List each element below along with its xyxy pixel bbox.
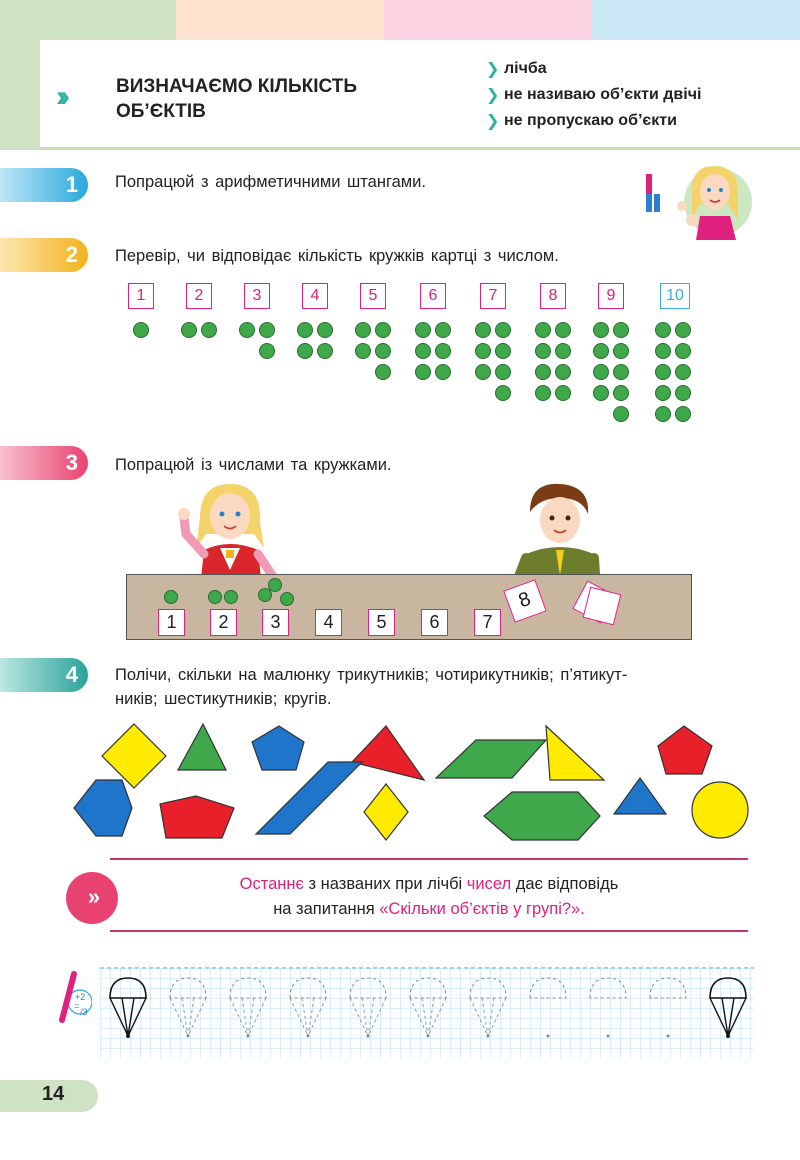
table-dot (268, 578, 282, 592)
counting-dot (555, 364, 571, 380)
counting-dot (435, 364, 451, 380)
task-4-text (115, 663, 755, 711)
counting-dot (593, 364, 609, 380)
counting-dot (613, 364, 629, 380)
rule-line-2 (110, 897, 748, 922)
task-number: 4 (65, 662, 78, 687)
number-card: 10 (660, 283, 690, 309)
blue-parallelogram (256, 762, 362, 834)
counting-dot (613, 322, 629, 338)
rule-text (110, 872, 748, 922)
red-triangle (352, 726, 424, 780)
page-title: ВИЗНАЧАЄМО КІЛЬКІСТЬ ОБ’ЄКТІВ (116, 76, 357, 122)
counting-dot (297, 343, 313, 359)
counting-dot (495, 385, 511, 401)
counting-dot (675, 322, 691, 338)
counting-dot (415, 322, 431, 338)
shapes-illustration (66, 718, 756, 848)
counting-dot (317, 322, 333, 338)
table-dot (224, 590, 238, 604)
skills-list (486, 56, 701, 134)
number-card: 6 (420, 283, 446, 309)
header-divider (40, 147, 800, 150)
rule-highlight: чисел (466, 875, 512, 893)
girl-with-bars-illustration (640, 160, 752, 240)
task-number: 3 (65, 450, 78, 475)
blue-triangle (614, 778, 666, 814)
counting-dot (495, 343, 511, 359)
counting-dot (593, 343, 609, 359)
counting-dot (613, 406, 629, 422)
counting-dot (675, 364, 691, 380)
task-1-text: Попрацюй з арифметичними штангами. (115, 173, 426, 191)
pencil-icon (58, 968, 92, 1026)
blue-hexagon (74, 780, 132, 836)
counting-dot (613, 385, 629, 401)
counting-dot (415, 343, 431, 359)
table-number-card: 5 (368, 609, 395, 636)
counting-dot (435, 343, 451, 359)
counting-dot (555, 343, 571, 359)
task-3-text: Попрацюй із числами та кружками. (115, 456, 392, 474)
rule-top-line (110, 858, 748, 860)
skill-item (486, 108, 701, 134)
counting-dot (593, 322, 609, 338)
blue-pentagon (252, 726, 304, 770)
chevron-right-icon: ❯ (486, 61, 500, 78)
counting-dot (655, 343, 671, 359)
counting-dot (655, 385, 671, 401)
number-card: 9 (598, 283, 624, 309)
task-2-text: Перевір, чи відповідає кількість кружків картці з числом. (115, 247, 559, 265)
red-pentagon (658, 726, 712, 774)
counting-dot (375, 364, 391, 380)
skill-item (486, 82, 701, 108)
rule-highlight: Останнє (239, 875, 304, 893)
table-number-card: 2 (210, 609, 237, 636)
number-card: 5 (360, 283, 386, 309)
task-4-line-1: Полічи, скільки на малюнку трикутників; чотирикутників; п’ятикут- (115, 666, 628, 684)
girl-illustration (170, 478, 300, 588)
mini-math-text: +2 (75, 992, 86, 1002)
number-card: 2 (186, 283, 212, 309)
counting-dot (675, 343, 691, 359)
red-pentagon-wide (160, 796, 234, 838)
counting-dot (181, 322, 197, 338)
mini-math-text: /3 (80, 1007, 88, 1017)
task-4-line-2: ників; шестикутників; кругів. (115, 690, 332, 708)
counting-dot (593, 385, 609, 401)
page-number-tab (0, 1080, 98, 1112)
rule-bottom-line (110, 930, 748, 932)
top-band-pink (384, 0, 592, 40)
rule-highlight: «Скільки об’єктів у групі?». (379, 900, 585, 918)
counting-dot (317, 343, 333, 359)
counting-dot (613, 343, 629, 359)
double-chevron-icon: » (66, 872, 118, 924)
counting-dot (297, 322, 313, 338)
rule-plain: з названих при лічбі (303, 875, 467, 893)
table-number-card: 4 (315, 609, 342, 636)
counting-dot (355, 322, 371, 338)
yellow-rhombus (102, 724, 166, 788)
counting-dot (375, 343, 391, 359)
table-dot (164, 590, 178, 604)
left-green-strip (0, 0, 40, 150)
counting-dot (535, 343, 551, 359)
table-number-card: 7 (474, 609, 501, 636)
page-number: 14 (42, 1083, 65, 1105)
task-4-tab (0, 658, 88, 692)
skill-item (486, 56, 701, 82)
yellow-circle (692, 782, 748, 838)
green-triangle (178, 724, 226, 770)
table-dot (280, 592, 294, 606)
counting-dot (495, 364, 511, 380)
counting-dot (655, 406, 671, 422)
counting-dot (259, 322, 275, 338)
counting-dot (435, 322, 451, 338)
counting-dot (655, 364, 671, 380)
table-number-card: 3 (262, 609, 289, 636)
task-number: 1 (65, 172, 78, 197)
counting-dot (259, 343, 275, 359)
counting-dot (475, 364, 491, 380)
number-card: 7 (480, 283, 506, 309)
counting-dot (675, 385, 691, 401)
counting-dot (201, 322, 217, 338)
yellow-diamond (364, 784, 408, 840)
counting-dot (535, 364, 551, 380)
table-number-card: 1 (158, 609, 185, 636)
green-hexagon (484, 792, 600, 840)
task-1-tab (0, 168, 88, 202)
counting-dot (415, 364, 431, 380)
green-parallelogram (436, 740, 546, 778)
table-number-card: 6 (421, 609, 448, 636)
rule-line-1 (110, 872, 748, 897)
number-card: 4 (302, 283, 328, 309)
rule-plain: на запитання (273, 900, 380, 918)
number-card: 3 (244, 283, 270, 309)
counting-dot (535, 385, 551, 401)
counting-dot (475, 322, 491, 338)
held-card-number: 8 (515, 587, 534, 613)
counting-dot (355, 343, 371, 359)
counting-dot (375, 322, 391, 338)
task-3-tab (0, 446, 88, 480)
top-band-peach (176, 0, 384, 40)
counting-dot (655, 322, 671, 338)
task-number: 2 (65, 242, 78, 267)
chevron-right-icon: ❯ (486, 113, 500, 130)
counting-dot (555, 385, 571, 401)
table-dot (208, 590, 222, 604)
rule-plain: дає відповідь (511, 875, 619, 893)
counting-dot (239, 322, 255, 338)
number-card: 1 (128, 283, 154, 309)
counting-dot (555, 322, 571, 338)
number-card: 8 (540, 283, 566, 309)
counting-dot (133, 322, 149, 338)
writing-grid (40, 958, 760, 1068)
counting-dot (475, 343, 491, 359)
counting-dot (495, 322, 511, 338)
skill-label: не пропускаю об’єкти (504, 112, 677, 129)
mini-math-text: = (74, 1001, 80, 1011)
counting-dot (535, 322, 551, 338)
counting-dot (675, 406, 691, 422)
top-band-blue (592, 0, 800, 40)
chevron-right-icon: ❯ (486, 87, 500, 104)
skill-label: лічба (504, 60, 547, 77)
yellow-triangle (546, 726, 604, 780)
double-chevron-icon: ›› (56, 80, 64, 113)
task-2-tab (0, 238, 88, 272)
skill-label: не називаю об’єкти двічі (504, 86, 702, 103)
